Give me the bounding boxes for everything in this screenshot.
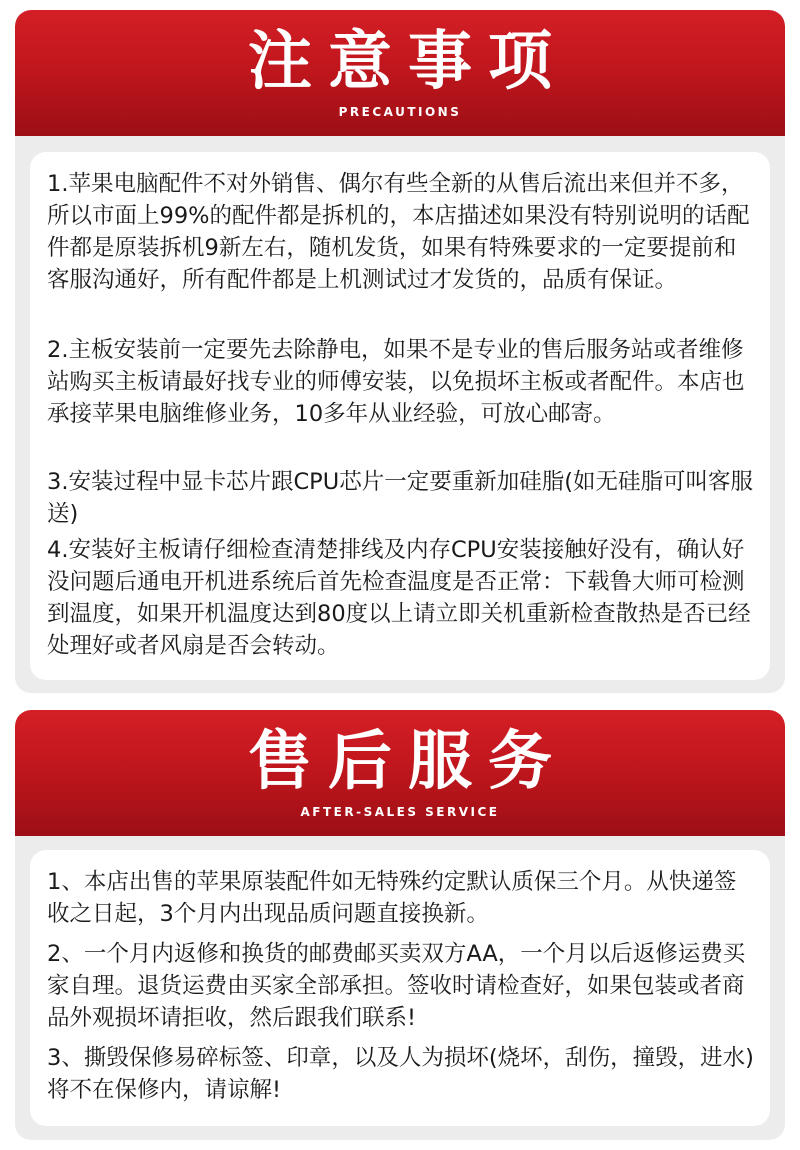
precautions-section	[15, 10, 785, 693]
after-sales-title: 售后服务	[248, 725, 568, 799]
precautions-card	[30, 152, 770, 680]
after-sales-item-2: 2、一个月内返修和换货的邮费邮买卖双方AA，一个月以后返修运费买家自理。退货运费由买家全部承担。签收时请检查好，如果包装或者商品外观损坏请拒收，然后跟我们联系!	[47, 941, 746, 1031]
after-sales-subtitle: AFTER-SALES SERVICE	[300, 805, 500, 819]
after-sales-item-3: 3、撕毁保修易碎标签、印章，以及人为损坏(烧坏，刮伤，撞毁，进水)将不在保修内，请谅解!	[47, 1045, 754, 1103]
after-sales-section	[15, 710, 785, 1140]
after-sales-banner	[15, 710, 785, 836]
after-sales-card	[30, 850, 770, 1126]
precaution-item-4: 4.安装好主板请仔细检查清楚排线及内存CPU安装接触好没有，确认好没问题后通电开机进系统后首先检查温度是否正常：下载鲁大师可检测到温度，如果开机温度达到80度以上请立即关机重新检查散热是否已经处理好或者风扇是否会转动。	[47, 537, 751, 659]
precaution-item-2: 2.主板安装前一定要先去除静电，如果不是专业的售后服务站或者维修站购买主板请最好找专业的师傅安装，以免损坏主板或者配件。本店也承接苹果电脑维修业务，10多年从业经验，可放心邮寄。	[47, 337, 745, 427]
after-sales-item-1: 1、本店出售的苹果原装配件如无特殊约定默认质保三个月。从快递签收之日起，3个月内出现品质问题直接换新。	[47, 869, 737, 927]
precautions-title: 注意事项	[248, 25, 568, 99]
precaution-item-3: 3.安装过程中显卡芯片跟CPU芯片一定要重新加硅脂(如无硅脂可叫客服送)	[47, 469, 753, 527]
precaution-item-1: 1.苹果电脑配件不对外销售、偶尔有些全新的从售后流出来但并不多，所以市面上99%的配件都是拆机的，本店描述如果没有特别说明的话配件都是原装拆机9新左右，随机发货，如果有特殊要求的一定要提前和客服沟通好，所有配件都是上机测试过才发货的，品质有保证。	[47, 171, 750, 293]
precautions-subtitle: PRECAUTIONS	[338, 105, 462, 119]
precautions-banner	[15, 10, 785, 136]
